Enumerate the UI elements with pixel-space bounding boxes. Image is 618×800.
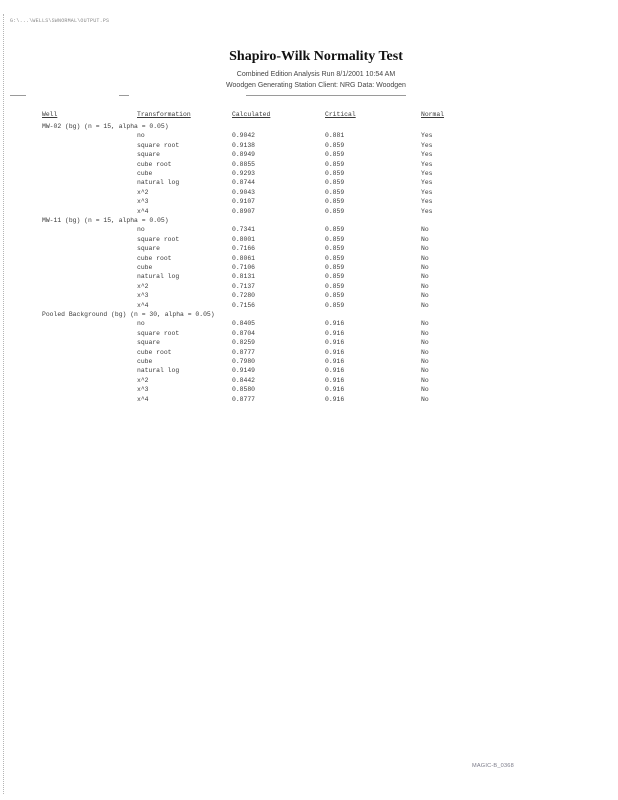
transformation-cell: natural log <box>137 179 180 187</box>
critical-cell: 0.859 <box>325 170 345 177</box>
critical-cell: 0.859 <box>325 141 345 149</box>
transformation-cell: natural log <box>137 273 180 281</box>
calculated-cell: 0.8061 <box>232 254 256 262</box>
calculated-cell: 0.8777 <box>232 395 256 403</box>
column-header-calculated: Calculated <box>232 111 271 118</box>
calculated-cell: 0.8777 <box>232 348 256 356</box>
transformation-cell: no <box>137 320 145 328</box>
normal-cell: No <box>421 301 429 309</box>
table-row <box>0 272 618 281</box>
table-row <box>0 188 618 197</box>
critical-cell: 0.916 <box>325 329 345 337</box>
subtitle-run-info: Combined Edition Analysis Run 8/1/2001 10:54 AM <box>236 71 396 78</box>
table-row <box>0 141 618 150</box>
critical-cell: 0.916 <box>325 320 345 328</box>
calculated-cell: 0.9107 <box>232 198 256 206</box>
critical-cell: 0.859 <box>325 188 345 196</box>
calculated-cell: 0.8580 <box>232 386 256 394</box>
normal-cell: No <box>421 320 429 328</box>
normal-cell: No <box>421 282 429 290</box>
table-row <box>0 131 618 140</box>
normal-cell: No <box>421 376 429 384</box>
table-row <box>0 338 618 347</box>
footer-document-code: MAGIC-B_0368 <box>472 763 514 769</box>
transformation-cell: x^4 <box>137 207 149 215</box>
calculated-cell: 0.8259 <box>232 339 256 347</box>
normal-cell: No <box>421 358 429 365</box>
transformation-cell: x^2 <box>137 376 149 384</box>
critical-cell: 0.859 <box>325 226 345 234</box>
critical-cell: 0.916 <box>325 386 345 394</box>
table-row <box>0 197 618 206</box>
transformation-cell: cube root <box>137 254 172 262</box>
normal-cell: No <box>421 273 429 281</box>
critical-cell: 0.859 <box>325 151 345 159</box>
normal-cell: Yes <box>421 151 433 159</box>
table-row <box>0 169 618 178</box>
critical-cell: 0.859 <box>325 292 345 300</box>
table-row <box>0 225 618 234</box>
calculated-cell: 0.7980 <box>232 358 256 365</box>
table-row <box>0 301 618 310</box>
normal-cell: No <box>421 226 429 234</box>
column-header-transformation: Transformation <box>137 111 191 118</box>
transformation-cell: cube <box>137 358 153 365</box>
normal-cell: Yes <box>421 170 433 177</box>
page-title: Shapiro-Wilk Normality Test <box>229 49 403 64</box>
transformation-cell: natural log <box>137 367 180 375</box>
critical-cell: 0.859 <box>325 245 345 253</box>
header-divider-left <box>10 95 26 96</box>
calculated-cell: 0.8744 <box>232 179 256 187</box>
table-row <box>0 348 618 357</box>
normal-cell: Yes <box>421 132 433 140</box>
table-row <box>0 254 618 263</box>
transformation-cell: square <box>137 151 161 159</box>
transformation-cell: square root <box>137 141 180 149</box>
table-row <box>0 376 618 385</box>
normal-cell: No <box>421 292 429 300</box>
transformation-cell: x^4 <box>137 301 149 309</box>
calculated-cell: 0.8131 <box>232 273 256 281</box>
header-divider-right <box>246 95 406 96</box>
critical-cell: 0.859 <box>325 160 345 168</box>
critical-cell: 0.859 <box>325 207 345 215</box>
group-label: MW-11 (bg) (n = 15, alpha = 0.05) <box>42 217 169 224</box>
table-header-row <box>0 110 618 119</box>
table-row <box>0 319 618 328</box>
calculated-cell: 0.9042 <box>232 132 256 140</box>
normal-cell: No <box>421 348 429 356</box>
calculated-cell: 0.9149 <box>232 367 256 375</box>
table-row <box>0 291 618 300</box>
normal-cell: No <box>421 386 429 394</box>
transformation-cell: x^2 <box>137 282 149 290</box>
transformation-cell: square root <box>137 235 180 243</box>
calculated-cell: 0.7341 <box>232 226 256 234</box>
calculated-cell: 0.7106 <box>232 264 256 271</box>
critical-cell: 0.916 <box>325 339 345 347</box>
calculated-cell: 0.7156 <box>232 301 256 309</box>
normal-cell: Yes <box>421 198 433 206</box>
calculated-cell: 0.9043 <box>232 188 256 196</box>
transformation-cell: cube <box>137 170 153 177</box>
calculated-cell: 0.8949 <box>232 151 256 159</box>
transformation-cell: x^4 <box>137 395 149 403</box>
calculated-cell: 0.9293 <box>232 170 256 177</box>
column-header-well: Well <box>42 111 58 118</box>
calculated-cell: 0.7280 <box>232 292 256 300</box>
calculated-cell: 0.9138 <box>232 141 256 149</box>
calculated-cell: 0.7137 <box>232 282 256 290</box>
normal-cell: No <box>421 395 429 403</box>
table-row <box>0 263 618 272</box>
group-label-row <box>0 310 618 319</box>
critical-cell: 0.881 <box>325 132 345 140</box>
normal-cell: No <box>421 329 429 337</box>
normal-cell: Yes <box>421 160 433 168</box>
normal-cell: No <box>421 339 429 347</box>
group-label-row <box>0 216 618 225</box>
calculated-cell: 0.8405 <box>232 320 256 328</box>
table-row <box>0 329 618 338</box>
transformation-cell: no <box>137 132 145 140</box>
transformation-cell: x^3 <box>137 292 149 300</box>
critical-cell: 0.916 <box>325 348 345 356</box>
critical-cell: 0.859 <box>325 254 345 262</box>
group-label: MW-02 (bg) (n = 15, alpha = 0.05) <box>42 123 169 130</box>
critical-cell: 0.859 <box>325 273 345 281</box>
critical-cell: 0.916 <box>325 358 345 365</box>
table-row <box>0 244 618 253</box>
subtitle-site-info: Woodgen Generating Station Client: NRG Data: Woodgen <box>226 82 406 89</box>
normal-cell: Yes <box>421 179 433 187</box>
table-row <box>0 282 618 291</box>
normal-cell: Yes <box>421 188 433 196</box>
transformation-cell: no <box>137 226 145 234</box>
normal-cell: No <box>421 367 429 375</box>
normal-cell: Yes <box>421 141 433 149</box>
critical-cell: 0.916 <box>325 376 345 384</box>
transformation-cell: x^3 <box>137 198 149 206</box>
table-row <box>0 207 618 216</box>
normal-cell: No <box>421 254 429 262</box>
transformation-cell: square <box>137 339 161 347</box>
critical-cell: 0.859 <box>325 264 345 271</box>
transformation-cell: x^3 <box>137 386 149 394</box>
table-row <box>0 366 618 375</box>
calculated-cell: 0.8704 <box>232 329 256 337</box>
file-path: G:\...\WELLS\SWNORMAL\OUTPUT.PS <box>10 18 110 24</box>
calculated-cell: 0.8001 <box>232 235 256 243</box>
transformation-cell: cube <box>137 264 153 271</box>
table-row <box>0 150 618 159</box>
transformation-cell: cube root <box>137 348 172 356</box>
group-label-row <box>0 122 618 131</box>
header-divider-mid <box>119 95 129 96</box>
critical-cell: 0.859 <box>325 282 345 290</box>
normal-cell: No <box>421 264 429 271</box>
table-row <box>0 385 618 394</box>
calculated-cell: 0.8442 <box>232 376 256 384</box>
normal-cell: No <box>421 245 429 253</box>
table-row <box>0 160 618 169</box>
calculated-cell: 0.7166 <box>232 245 256 253</box>
transformation-cell: x^2 <box>137 188 149 196</box>
critical-cell: 0.916 <box>325 395 345 403</box>
group-label: Pooled Background (bg) (n = 30, alpha = 0.05) <box>42 311 215 318</box>
calculated-cell: 0.8907 <box>232 207 256 215</box>
normal-cell: Yes <box>421 207 433 215</box>
critical-cell: 0.859 <box>325 179 345 187</box>
table-row <box>0 178 618 187</box>
normal-cell: No <box>421 235 429 243</box>
table-row <box>0 395 618 404</box>
critical-cell: 0.859 <box>325 235 345 243</box>
column-header-normal: Normal <box>421 111 445 118</box>
table-row <box>0 357 618 366</box>
critical-cell: 0.859 <box>325 301 345 309</box>
transformation-cell: square root <box>137 329 180 337</box>
transformation-cell: square <box>137 245 161 253</box>
critical-cell: 0.916 <box>325 367 345 375</box>
column-header-critical: Critical <box>325 111 356 118</box>
table-row <box>0 235 618 244</box>
transformation-cell: cube root <box>137 160 172 168</box>
critical-cell: 0.859 <box>325 198 345 206</box>
calculated-cell: 0.8855 <box>232 160 256 168</box>
